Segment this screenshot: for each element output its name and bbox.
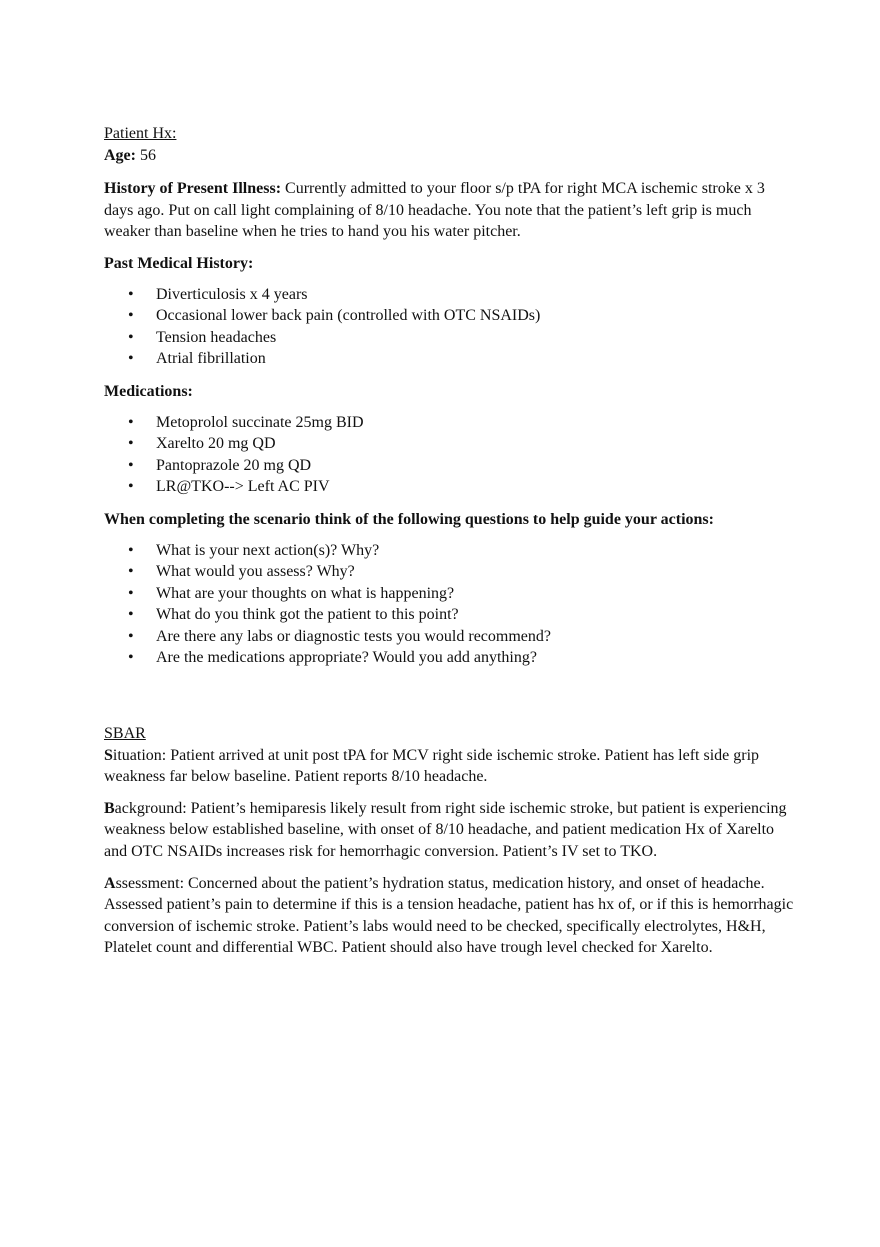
- age-value: 56: [139, 146, 156, 164]
- medications-heading: Medications:: [104, 382, 193, 400]
- pmh-heading: Past Medical History:: [104, 254, 254, 272]
- sbar-background: [104, 798, 794, 863]
- hpi-text: Currently admitted to your floor s/p tPA for right MCA ischemic stroke x 3 days ago. Put on call light complaining of 8/10 headache. You note that the patient’s left grip is much weaker than baseline when he tries to hand you his water pitcher.: [104, 180, 765, 241]
- pmh-list: [104, 284, 794, 370]
- assessment-text: ssessment: Concerned about the patient’s hydration status, medication history, and onset of headache. Assessed patient’s pain to determine if this is a tension headache, patient has hx of, or if this is hemorrhagic conversion of ischemic stroke. Patient’s labs would need to be checked, specifically electrolytes, H&H, Platelet count and differential WBC. Patient should also have trough level checked for Xarelto.: [104, 874, 794, 957]
- document-page: [104, 123, 794, 959]
- list-item: • Metoprolol succinate 25mg BID: [104, 412, 794, 434]
- list-item: • Tension headaches: [104, 327, 794, 349]
- age-line: [104, 145, 794, 167]
- list-item: • What are your thoughts on what is happening?: [104, 583, 794, 605]
- situation-text: ituation: Patient arrived at unit post tPA for MCV right side ischemic stroke. Patient has left side grip weakness far below baseline. Patient reports 8/10 headache.: [104, 746, 760, 786]
- situation-initial: S: [104, 746, 113, 764]
- background-initial: B: [104, 799, 115, 817]
- background-text: ackground: Patient’s hemiparesis likely result from right side ischemic stroke, but patient is experiencing weakness below established baseline, with onset of 8/10 headache, and patient medication Hx of Xarelto and OTC NSAIDs increases risk for hemorrhagic conversion. Patient’s IV set to TKO.: [104, 799, 787, 861]
- sbar-situation: [104, 745, 794, 788]
- list-item: • LR@TKO--> Left AC PIV: [104, 476, 794, 498]
- list-item: • Are the medications appropriate? Would you add anything?: [104, 647, 794, 669]
- list-item: • What is your next action(s)? Why?: [104, 540, 794, 562]
- list-item: • Diverticulosis x 4 years: [104, 284, 794, 306]
- sbar-assessment: [104, 873, 794, 959]
- medications-list: [104, 412, 794, 498]
- list-item: • What do you think got the patient to this point?: [104, 604, 794, 626]
- list-item: • What would you assess? Why?: [104, 561, 794, 583]
- questions-heading: When completing the scenario think of the following questions to help guide your actions:: [104, 510, 714, 528]
- questions-list: [104, 540, 794, 670]
- list-item: • Are there any labs or diagnostic tests you would recommend?: [104, 626, 794, 648]
- list-item: • Xarelto 20 mg QD: [104, 433, 794, 455]
- hpi-label: History of Present Illness:: [104, 180, 282, 198]
- age-label: Age:: [104, 146, 136, 164]
- list-item: • Occasional lower back pain (controlled with OTC NSAIDs): [104, 305, 794, 327]
- assessment-initial: A: [104, 874, 116, 892]
- hpi-paragraph: [104, 178, 794, 243]
- list-item: • Pantoprazole 20 mg QD: [104, 455, 794, 477]
- list-item: • Atrial fibrillation: [104, 348, 794, 370]
- patient-hx-heading: Patient Hx:: [104, 125, 177, 142]
- sbar-heading: SBAR: [104, 725, 146, 743]
